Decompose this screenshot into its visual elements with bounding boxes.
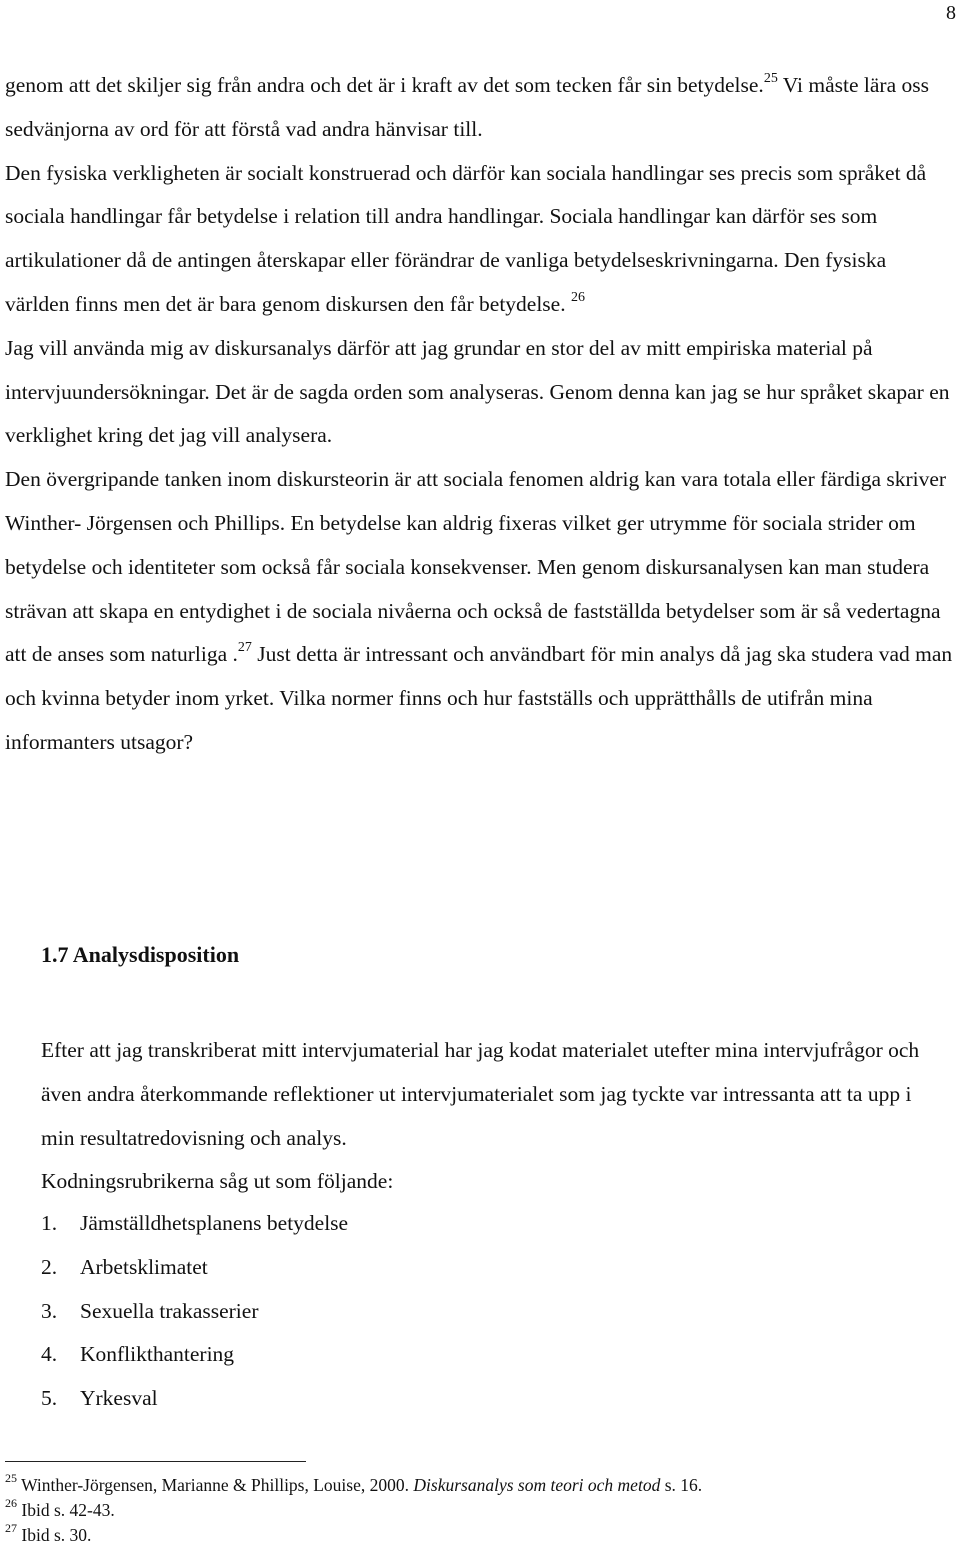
list-item: 3. Sexuella trakasserier [41, 1298, 259, 1323]
footnote-27: $^{27}$ Ibid s. 30. [5, 1521, 92, 1545]
list-item: 4. Konflikthantering [41, 1342, 235, 1367]
footnotes [5, 1473, 702, 1548]
footnote-25: $^{25}$ Winther-Jörgensen, Marianne & Phillips, Louise, 2000. Diskursanalys som teori och metod s. 16. [5, 1471, 703, 1495]
paragraph-3: Jag vill använda mig av diskursanalys därför att jag grundar en stor del av mitt empiriska material på intervjuundersökningar. Det är de sagda orden som analyseras. Genom denna kan jag se hur språket skapar en verklighet kring det jag vill analysera. [5, 335, 950, 448]
footnote-26: $^{26}$ Ibid s. 42-43. [5, 1496, 115, 1520]
paragraph-2: Den fysiska verkligheten är socialt konstruerad och därför kan sociala handlingar ses precis som språket då sociala handlingar får betydelse i relation till andra handlingar. Sociala handlingar kan därför ses som artikulationer då de antingen återskapar eller förändrar de vanliga betydelseskrivningarna. Den fysiska världen finns men det är bara genom diskursen den får betydelse. $^{26}$ [5, 160, 927, 316]
footnote-ref-25[interactable]: 25 [763, 70, 778, 86]
list-item: 2. Arbetsklimatet [41, 1254, 208, 1279]
footnote-ref-26[interactable]: 26 [570, 289, 585, 305]
paragraph-4: Den övergripande tanken inom diskursteorin är att sociala fenomen aldrig kan vara totala eller färdiga skriver Winther- Jörgensen och Phillips. En betydelse kan aldrig fixeras vilket ger utrymme för sociala strider om betydelse och identiteter som också får sociala konsekvenser. Men genom diskursanalysen kan man studera strävan att skapa en entydighet i de sociala nivåerna och också de fastställda betydelser som är så vedertagna att de anses som naturliga .$^{27}$ Just detta är intressant och användbart för min analys då jag ska studera vad man och kvinna betyder inom yrket. Vilka normer finns och hur fastställs och upprätthålls de utifrån mina informanters utsagor? [5, 467, 953, 754]
section-body [41, 1029, 941, 1204]
body-text [5, 64, 955, 765]
footnote-divider [5, 1461, 306, 1462]
list-item: 5. Yrkesval [41, 1386, 158, 1411]
list-item: 1. Jämställdhetsplanens betydelse [41, 1211, 349, 1235]
cited-title: Diskursanalys som teori och metod [413, 1475, 661, 1495]
coding-list [41, 1202, 348, 1421]
page-number: 8 [946, 2, 956, 24]
footnote-ref-27[interactable]: 27 [237, 640, 252, 656]
paragraph-1: genom att det skiljer sig från andra och det är i kraft av det som tecken får sin betydelse.$^{25}$ Vi måste lära oss sedvänjorna av ord för att förstå vad andra hänvisar till. [5, 70, 929, 141]
section-heading: 1.7 Analysdisposition [41, 942, 240, 967]
section-intro: Efter att jag transkriberat mitt intervjumaterial har jag kodat materialet utefter mina intervjufrågor och även andra återkommande reflektioner ut intervjumaterialet som jag tyckte var intressanta att ta upp i min resultatredovisning och analys. [41, 1038, 920, 1150]
section-lead: Kodningsrubrikerna såg ut som följande: [41, 1169, 394, 1194]
